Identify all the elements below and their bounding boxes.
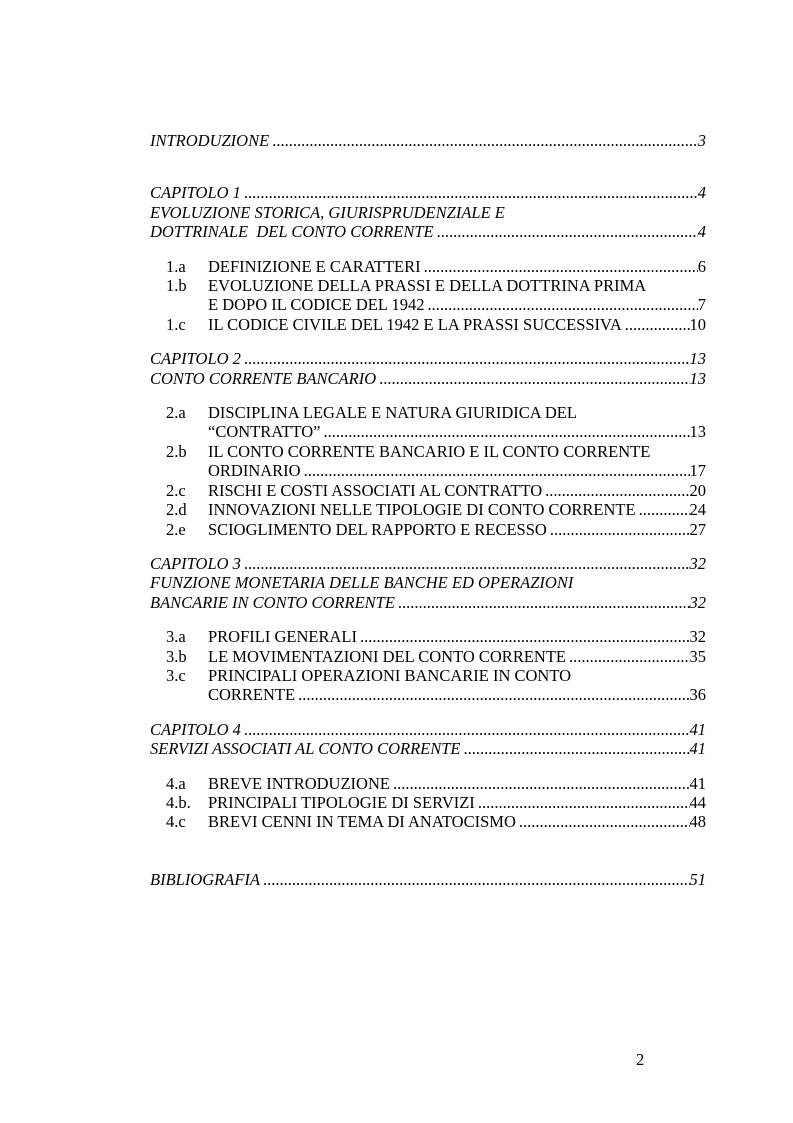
toc-title: FUNZIONE MONETARIA DELLE BANCHE ED OPERAZIONI	[150, 573, 574, 593]
toc-title: LE MOVIMENTAZIONI DEL CONTO CORRENTE	[208, 646, 566, 666]
toc-item-number: 4.b.	[166, 792, 191, 812]
toc-title: “CONTRATTO”	[208, 422, 321, 442]
toc-chapter-subtitle-line	[150, 369, 706, 388]
toc-page-number: 32	[689, 627, 706, 647]
toc-title: EVOLUZIONE DELLA PRASSI E DELLA DOTTRINA PRIMA	[208, 276, 647, 296]
toc-item-1b	[150, 276, 706, 295]
toc-page-number: 3	[697, 131, 706, 150]
toc-page-number: 35	[689, 646, 706, 666]
toc-title: BREVE INTRODUZIONE	[208, 773, 390, 793]
toc-item-number: 1.c	[166, 314, 186, 334]
toc-title: RISCHI E COSTI ASSOCIATI AL CONTRATTO	[208, 480, 543, 500]
toc-title: DOTTRINALE DEL CONTO CORRENTE	[150, 222, 434, 242]
toc-page-number: 20	[689, 480, 706, 500]
toc-entry-introduzione	[150, 131, 706, 150]
toc-page-number: 51	[689, 869, 706, 889]
toc-chapter-subtitle-line	[150, 739, 706, 758]
dot-leader	[241, 720, 690, 739]
toc-page-number: 4	[697, 183, 706, 203]
toc-item-number: 3.a	[166, 627, 186, 647]
table-of-contents	[150, 131, 706, 889]
toc-title: DISCIPLINA LEGALE E NATURA GIURIDICA DEL	[208, 403, 577, 423]
toc-title: ORDINARIO	[208, 461, 301, 481]
toc-page-number: 27	[689, 519, 706, 539]
toc-item-number: 2.a	[166, 403, 186, 423]
dot-leader	[241, 349, 690, 368]
dot-leader	[542, 481, 689, 500]
toc-item-2a-continuation	[150, 422, 706, 441]
toc-title: DEFINIZIONE E CARATTERI	[208, 256, 421, 276]
dot-leader	[421, 257, 698, 276]
toc-page-number: 10	[689, 314, 706, 334]
toc-item-1b-continuation	[150, 295, 706, 314]
toc-chapter-subtitle-line	[150, 222, 706, 241]
toc-item-number: 2.d	[166, 500, 187, 520]
toc-title: IL CODICE CIVILE DEL 1942 E LA PRASSI SUCCESSIVA	[208, 314, 622, 334]
dot-leader	[424, 295, 697, 314]
toc-item-2b-continuation	[150, 461, 706, 480]
toc-page-number: 36	[689, 685, 706, 705]
toc-chapter-subtitle-line	[150, 573, 706, 592]
toc-item-4a	[150, 774, 706, 793]
toc-entry-capitolo-3	[150, 554, 706, 573]
toc-title: E DOPO IL CODICE DEL 1942	[208, 295, 425, 315]
dot-leader	[241, 183, 698, 202]
toc-title: CAPITOLO 2	[150, 349, 241, 369]
toc-page-number: 4	[697, 222, 706, 242]
dot-leader	[547, 520, 690, 539]
toc-item-2e	[150, 520, 706, 539]
dot-leader	[295, 685, 689, 704]
toc-page-number: 32	[689, 553, 706, 573]
toc-title: CORRENTE	[208, 685, 296, 705]
dot-leader	[636, 500, 690, 519]
toc-page-number: 48	[689, 812, 706, 832]
toc-item-number: 3.b	[166, 646, 187, 666]
toc-item-4b	[150, 793, 706, 812]
toc-page-number: 41	[689, 739, 706, 759]
toc-item-number: 2.b	[166, 441, 187, 461]
toc-chapter-subtitle-line	[150, 593, 706, 612]
toc-item-number: 3.c	[166, 665, 186, 685]
dot-leader	[320, 422, 689, 441]
toc-page-number: 17	[689, 461, 706, 481]
toc-page-number: 7	[697, 295, 706, 315]
toc-entry-bibliografia	[150, 870, 706, 889]
toc-item-2c	[150, 481, 706, 500]
dot-leader	[390, 774, 690, 793]
toc-item-2a	[150, 403, 706, 422]
toc-title: CONTO CORRENTE BANCARIO	[150, 368, 377, 388]
toc-title: BIBLIOGRAFIA	[150, 869, 260, 889]
toc-title: SCIOGLIMENTO DEL RAPPORTO E RECESSO	[208, 519, 547, 539]
dot-leader	[622, 315, 690, 334]
toc-item-3a	[150, 627, 706, 646]
toc-page-number: 41	[689, 773, 706, 793]
toc-item-3b	[150, 647, 706, 666]
toc-title: PRINCIPALI OPERAZIONI BANCARIE IN CONTO	[208, 665, 572, 685]
toc-page-number: 24	[689, 500, 706, 520]
toc-title: INTRODUZIONE	[150, 131, 270, 150]
dot-leader	[434, 222, 698, 241]
toc-chapter-subtitle-line	[150, 203, 706, 222]
toc-entry-capitolo-1	[150, 183, 706, 202]
toc-item-2d	[150, 500, 706, 519]
toc-item-1c	[150, 315, 706, 334]
toc-item-3c	[150, 666, 706, 685]
toc-entry-capitolo-4	[150, 720, 706, 739]
dot-leader	[357, 627, 690, 646]
toc-page-number: 13	[689, 368, 706, 388]
toc-item-number: 2.e	[166, 519, 186, 539]
toc-item-3c-continuation	[150, 685, 706, 704]
toc-entry-capitolo-2	[150, 349, 706, 368]
dot-leader	[241, 554, 690, 573]
toc-item-number: 4.c	[166, 812, 186, 832]
dot-leader	[260, 870, 690, 889]
dot-leader	[395, 593, 690, 612]
toc-item-number: 4.a	[166, 773, 186, 793]
dot-leader	[301, 461, 690, 480]
toc-title: SERVIZI ASSOCIATI AL CONTO CORRENTE	[150, 739, 461, 759]
dot-leader	[475, 793, 690, 812]
toc-item-4c	[150, 812, 706, 831]
footer-page-number: 2	[636, 1050, 645, 1069]
toc-title: CAPITOLO 1	[150, 183, 241, 203]
toc-page-number: 6	[697, 256, 706, 276]
toc-title: EVOLUZIONE STORICA, GIURISPRUDENZIALE E	[150, 202, 505, 222]
toc-page-number: 44	[689, 792, 706, 812]
toc-title: PRINCIPALI TIPOLOGIE DI SERVIZI	[208, 792, 475, 812]
dot-leader	[566, 647, 690, 666]
dot-leader	[461, 739, 690, 758]
toc-item-number: 1.a	[166, 256, 186, 276]
toc-title: IL CONTO CORRENTE BANCARIO E IL CONTO CORRENTE	[208, 441, 651, 461]
toc-title: BANCARIE IN CONTO CORRENTE	[150, 592, 395, 612]
dot-leader	[269, 131, 698, 150]
dot-leader	[376, 369, 689, 388]
toc-item-1a	[150, 257, 706, 276]
toc-item-number: 1.b	[166, 276, 187, 296]
toc-title: INNOVAZIONI NELLE TIPOLOGIE DI CONTO CORRENTE	[208, 500, 636, 520]
dot-leader	[516, 812, 690, 831]
toc-page-number: 32	[689, 592, 706, 612]
toc-item-2b	[150, 442, 706, 461]
toc-page-number: 13	[689, 422, 706, 442]
toc-page-number: 41	[689, 719, 706, 739]
toc-item-number: 2.c	[166, 480, 186, 500]
toc-title: CAPITOLO 3	[150, 553, 241, 573]
toc-title: BREVI CENNI IN TEMA DI ANATOCISMO	[208, 812, 516, 832]
toc-title: CAPITOLO 4	[150, 719, 241, 739]
toc-title: PROFILI GENERALI	[208, 627, 357, 647]
toc-page-number: 13	[689, 349, 706, 369]
